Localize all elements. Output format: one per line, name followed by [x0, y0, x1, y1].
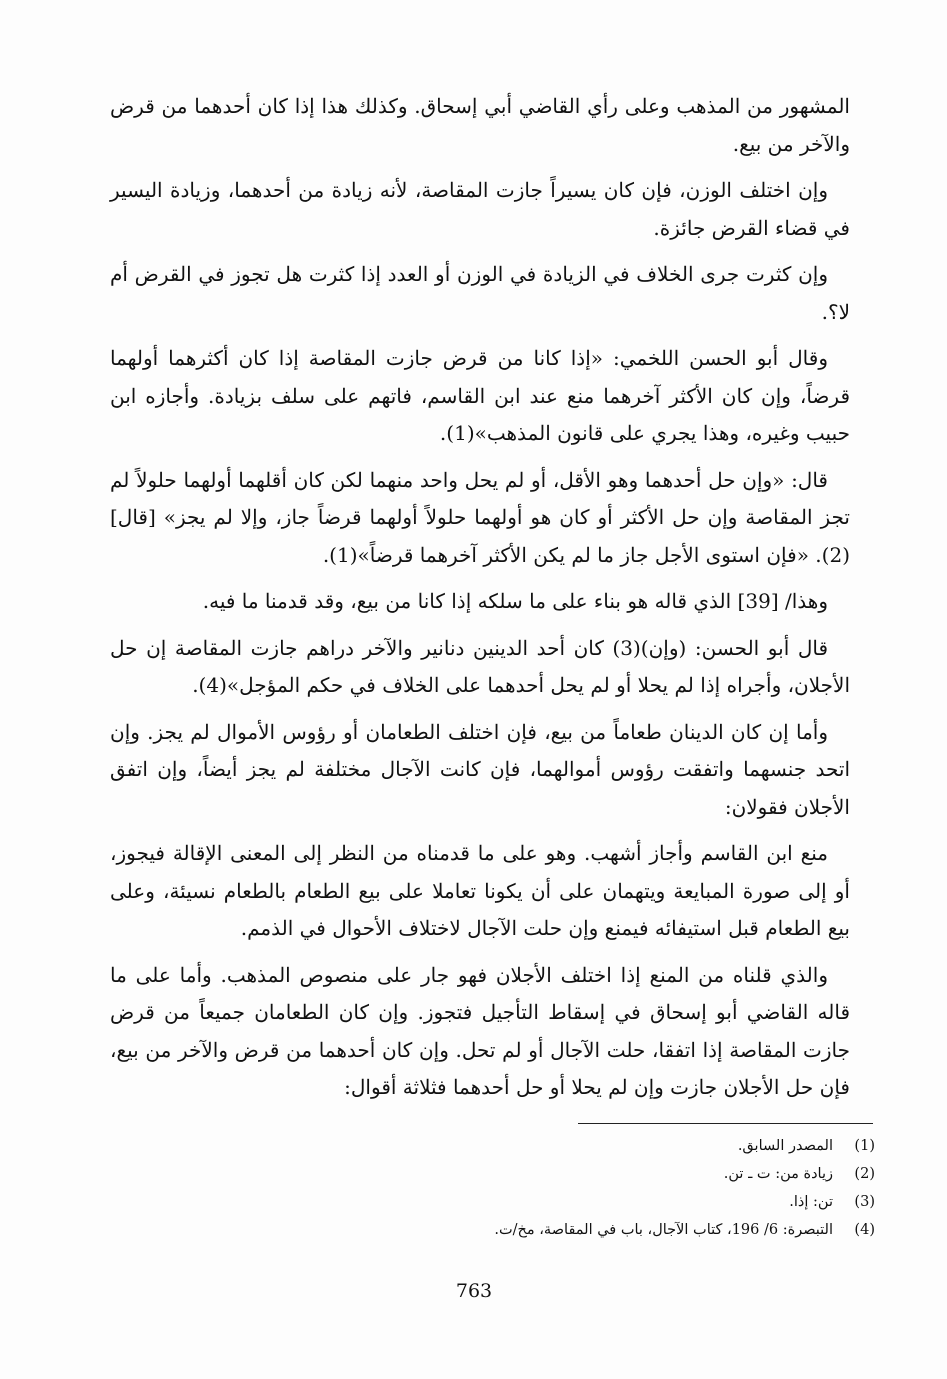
footnote-number: (1): [854, 1138, 875, 1154]
paragraph-2: وإن اختلف الوزن، فإن كان يسيراً جازت المقاصة، لأنه زيادة من أحدهما، وزيادة اليسير في قضاء القرض جائزة.: [110, 178, 850, 240]
paragraph-8: وأما إن كان الدينان طعاماً من بيع، فإن اختلف الطعامان أو رؤوس الأموال لم يجز. وإن اتحد جنسهما واتفقت رؤوس أموالهما، فإن كانت الآجال مختلفة لم يجز أيضاً، وإن اتفق الأجلان فقولان:: [110, 719, 850, 819]
footnote-2: [300, 1160, 875, 1188]
main-text: [110, 88, 850, 1116]
paragraph-4: وقال أبو الحسن اللخمي: «إذا كانا من قرض جازت المقاصة إذا كان أكثرهما أولهما قرضاً، وإن كان الأكثر آخرهما منع عند ابن القاسم، فاتهم على سلف بزيادة. وأجازه ابن حبيب وغيره، وهذا يجري على قانون المذهب»(1).: [110, 346, 850, 445]
footnote-number: (2): [854, 1166, 875, 1182]
footnote-number: (4): [854, 1222, 875, 1238]
paragraph-7: قال أبو الحسن: (وإن)(3) كان أحد الدينين دنانير والآخر دراهم جازت المقاصة إن حل الأجلان، وأجراه إذا لم يحلا أو لم يحل أحدهما على الخلاف في حكم المؤجل»(4).: [110, 635, 850, 697]
footnote-1: [300, 1132, 875, 1160]
page-number: 763: [455, 1280, 493, 1302]
footnote-3: [300, 1188, 875, 1216]
footnote-text: زيادة من: ت ـ تن.: [723, 1166, 833, 1182]
paragraph-6: وهذا/ [39] الذي قاله هو بناء على ما سلكه إذا كانا من بيع، وقد قدمنا ما فيه.: [202, 589, 828, 613]
paragraph-1: المشهور من المذهب وعلى رأي القاضي أبي إسحاق. وكذلك هذا إذا كان أحدهما من قرض والآخر من بيع.: [110, 94, 850, 156]
paragraph-9: منع ابن القاسم وأجاز أشهب. وهو على ما قدمناه من النظر إلى المعنى الإقالة فيجوز، أو إلى صورة المبايعة ويتهمان على أن يكونا تعاملا على بيع الطعام بالطعام نسيئة، وعلى بيع الطعام قبل استيفائه فيمنع وإن حلت الآجال لاختلاف الأحوال في الذمم.: [110, 841, 850, 940]
footnotes: [300, 1132, 875, 1244]
footnote-number: (3): [854, 1194, 875, 1210]
footnote-divider: [578, 1123, 873, 1124]
footnote-text: تن: إذا.: [789, 1194, 833, 1210]
footnote-text: المصدر السابق.: [737, 1138, 833, 1154]
footnote-text: التبصرة: 6/ 196، كتاب الآجال، باب في المقاصة، مخ/ت.: [494, 1222, 833, 1238]
paragraph-3: وإن كثرت جرى الخلاف في الزيادة في الوزن أو العدد إذا كثرت هل تجوز في القرض أم لا؟.: [110, 262, 850, 324]
paragraph-5: قال: «وإن حل أحدهما وهو الأقل، أو لم يحل واحد منهما لكن كان أقلهما أولهما حلولاً لم تجز المقاصة وإن حل الأكثر أو كان هو أولهما حلولاً أولهما قرضاً جاز، وإلا لم يجز» [قال](2). «فإن استوى الأجل جاز ما لم يكن الأكثر آخرهما قرضاً»(1).: [110, 467, 850, 567]
paragraph-10: والذي قلناه من المنع إذا اختلف الأجلان فهو جار على منصوص المذهب. وأما على ما قاله القاضي أبو إسحاق في إسقاط التأجيل فتجوز. وإن كان الطعامان جميعاً من قرض جازت المقاصة إذا اتفقا، حلت الآجال أو لم تحل. وإن كان أحدهما من قرض والآخر من بيع، فإن حل الأجلان جازت وإن لم يحلا أو حل أحدهما فثلاثة أقوال:: [110, 962, 851, 1099]
footnote-4: [300, 1216, 875, 1244]
